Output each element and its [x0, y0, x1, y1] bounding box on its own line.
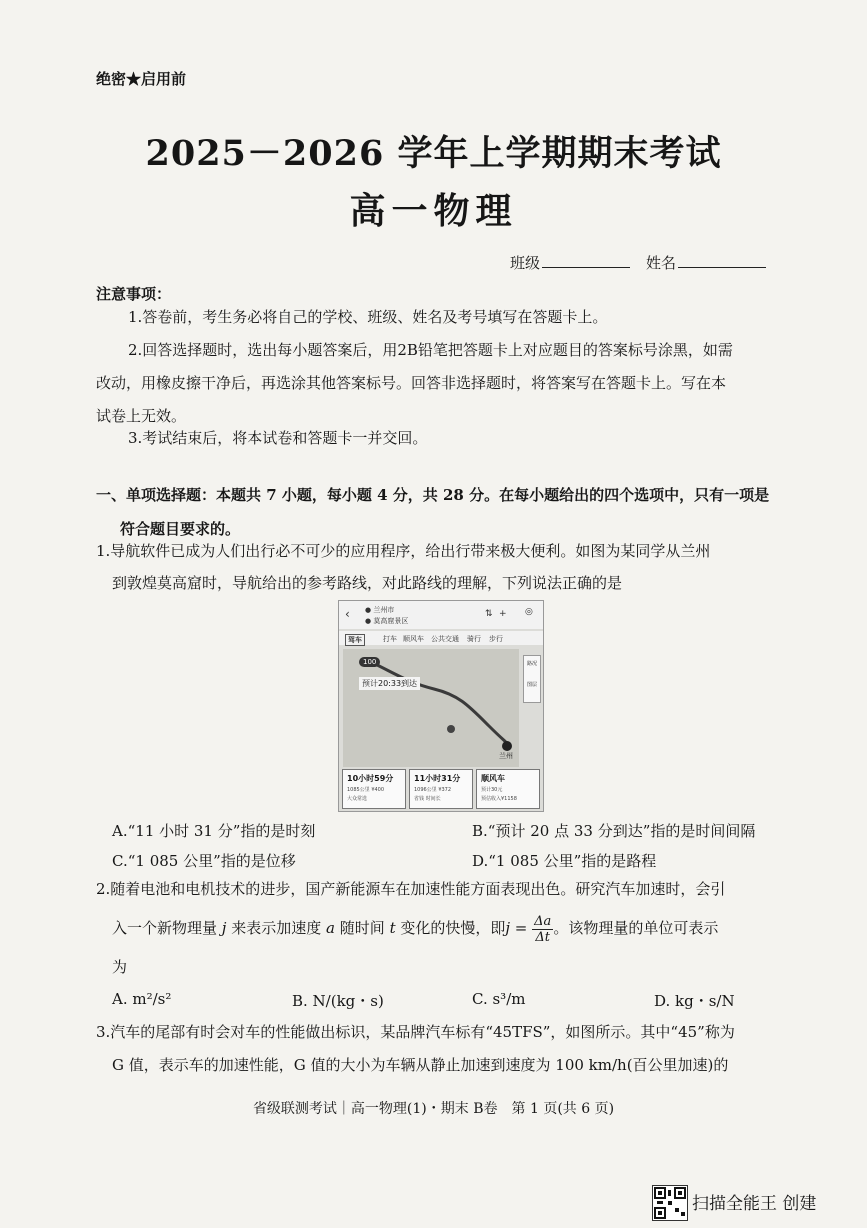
navigation-map-figure: [338, 600, 544, 812]
route-2-time: 11小时31分: [414, 774, 461, 783]
q1-stem-line1: 1.导航软件已成为人们出行必不可少的应用程序，给出行带来极大便利。如图为某同学从兰州: [96, 542, 711, 560]
q3-stem-line1: 3.汽车的尾部有时会对车的性能做出标识，某品牌汽车标有“45TFS”，如图所示。其中“45”称为: [96, 1023, 735, 1041]
class-label: 班级: [510, 254, 541, 272]
note-3: 3.考试结束后，将本试卷和答题卡一并交回。: [128, 429, 428, 447]
tab-carpool: 顺风车: [403, 635, 424, 643]
q1-option-c: C.“1 085 公里”指的是位移: [112, 852, 296, 870]
note-2-cont: 改动，用橡皮擦干净后，再选涂其他答案标号。回答非选择题时，将答案写在答题卡上。写在本: [96, 374, 727, 392]
q2-option-c: C. s³/m: [472, 990, 526, 1008]
q2-stem-line1: 2.随着电池和电机技术的进步，国产新能源车在加速性能方面表现出色。研究汽车加速时，会引: [96, 880, 726, 898]
route-2-detail: 1096公里 ¥372: [414, 787, 452, 793]
exam-subject: 高一物理: [349, 190, 518, 232]
eta-label: 预计20:33到达: [359, 677, 420, 690]
confidential-label: 绝密★启用前: [96, 70, 187, 88]
section-heading-line2: 符合题目要求的。: [120, 520, 241, 538]
tab-bike: 骑行: [467, 635, 481, 643]
lake-icon: [447, 725, 455, 733]
q2-option-a: A. m²/s²: [112, 990, 172, 1008]
back-icon: ‹: [345, 607, 350, 621]
tab-drive: 驾车: [345, 634, 365, 646]
exam-title: 2025－2026 学年上学期期末考试: [145, 133, 722, 174]
q3-stem-line2: G 值，表示车的加速性能，G 值的大小为车辆从静止加速到速度为 100 km/h(百公里加速)的: [112, 1056, 729, 1074]
jerk-fraction: $\frac{\Delta a}{\Delta t}$: [534, 913, 552, 945]
name-blank: [678, 253, 766, 268]
q1-option-b: B.“预计 20 点 33 分到达”指的是时间间隔: [472, 822, 756, 840]
layers-button: 图层: [526, 682, 537, 688]
note-2-end: 试卷上无效。: [96, 407, 187, 425]
route-3-detail: 预计30元: [481, 787, 503, 793]
end-marker-icon: [502, 741, 512, 751]
map-side-controls: [523, 655, 541, 703]
class-blank: [542, 253, 630, 268]
note-2: 2.回答选择题时，选出每小题答案后，用2B铅笔把答题卡上对应题目的答案标号涂黑，如需: [128, 341, 733, 359]
q2-option-d: D. kg・s/N: [654, 992, 735, 1010]
tab-taxi: 打车: [383, 635, 397, 643]
q2-stem-line2: 入一个新物理量 j 来表示加速度 a 随时间 t 变化的快慢，即j = $\frac{\Delta a}{\Delta t}$ 。该物理量的单位可表示: [112, 913, 719, 945]
qr-code-icon: [652, 1185, 688, 1221]
origin-label: ● 兰州市: [365, 606, 395, 614]
route-1-tag: 大众常选: [347, 796, 368, 802]
route-card-1: [342, 769, 406, 809]
var-a: a: [326, 919, 335, 937]
add-stop-icon: +: [499, 609, 507, 619]
route-3-time: 顺风车: [481, 774, 505, 783]
var-j: j: [221, 919, 227, 937]
equation-lhs: j =: [505, 919, 528, 937]
name-field: [646, 252, 766, 273]
route-card-3: [476, 769, 540, 809]
route-2-tag: 省钱 时间长: [414, 796, 441, 802]
section-heading-line1: 一、单项选择题：本题共 7 小题，每小题 4 分，共 28 分。在每小题给出的四个选项中，只有一项是: [96, 486, 770, 504]
end-city-label: 兰州: [499, 752, 513, 760]
swap-icon: ⇅: [485, 609, 493, 619]
more-icon: ◎: [525, 607, 533, 617]
route-1-detail: 1085公里 ¥400: [347, 787, 385, 793]
route-1-time: 10小时59分: [347, 774, 394, 783]
scanner-watermark: 扫描全能王 创建: [692, 1194, 817, 1214]
route-3-tag: 预估收入¥1158: [481, 796, 517, 802]
route-card-2: [409, 769, 473, 809]
q1-option-a: A.“11 小时 31 分”指的是时刻: [112, 822, 316, 840]
notes-title: 注意事项：: [96, 285, 172, 303]
tab-transit: 公共交通: [431, 635, 459, 643]
q1-option-d: D.“1 085 公里”指的是路程: [472, 852, 657, 870]
page-footer: 省级联测考试｜高一物理(1)・期末 B卷 第 1 页(共 6 页): [252, 1101, 615, 1117]
var-t: t: [389, 919, 396, 937]
note-1: 1.答卷前，考生务必将自己的学校、班级、姓名及考号填写在答题卡上。: [128, 308, 608, 326]
class-field: [510, 252, 630, 273]
speed-badge: 100: [359, 657, 380, 667]
destination-label: ● 莫高窟景区: [365, 617, 409, 625]
tab-walk: 步行: [489, 635, 503, 643]
q1-stem-line2: 到敦煌莫高窟时，导航给出的参考路线，对此路线的理解，下列说法正确的是: [112, 574, 623, 592]
traffic-button: 路况: [526, 661, 537, 667]
q2-stem-line3: 为: [112, 958, 128, 976]
name-label: 姓名: [646, 254, 677, 272]
q2-option-b: B. N/(kg・s): [292, 992, 384, 1010]
